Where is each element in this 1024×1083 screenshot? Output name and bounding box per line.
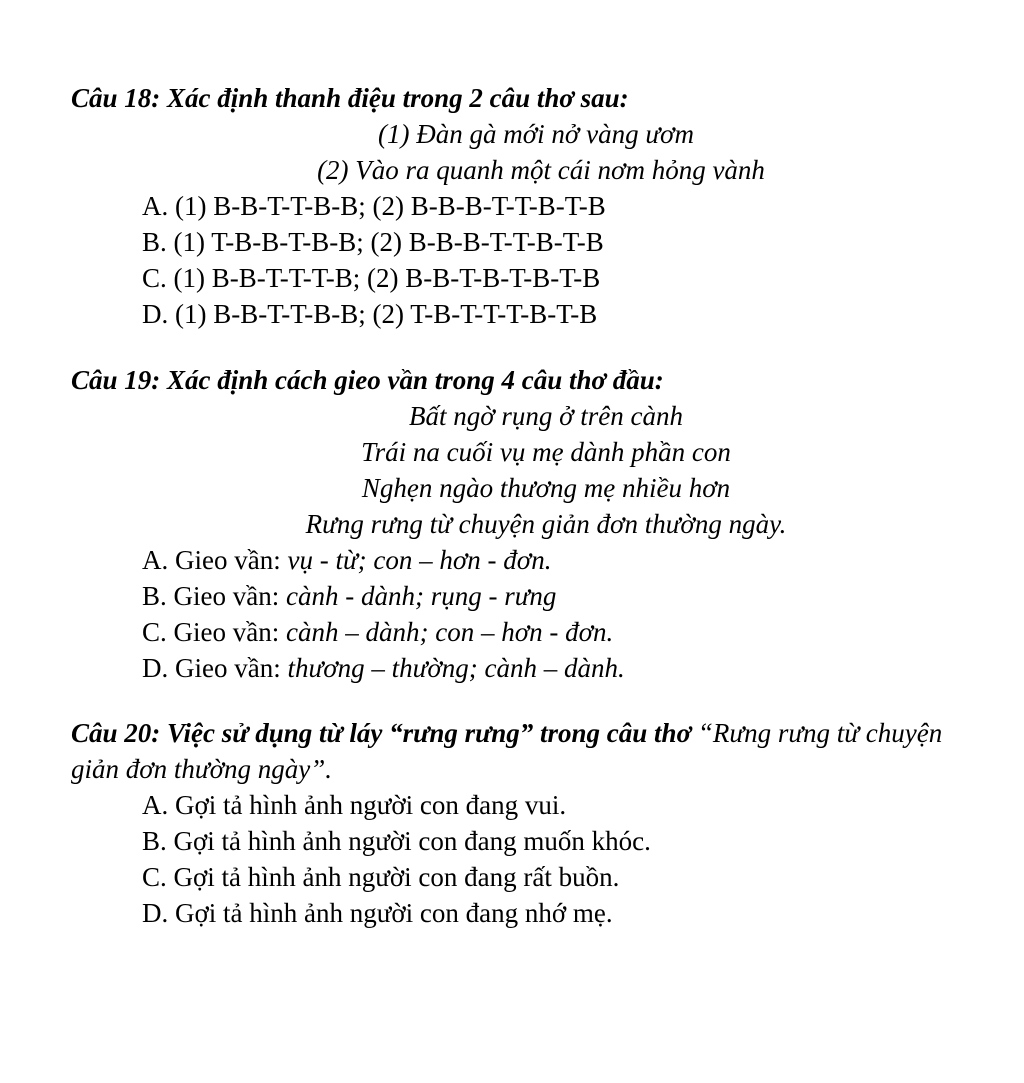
option-d: D. (1) B-B-T-T-B-B; (2) T-B-T-T-T-B-T-B <box>142 299 598 329</box>
poem-line-3: Nghẹn ngào thương mẹ nhiều hơn <box>361 473 731 503</box>
option-d-prefix: D. Gieo vần: <box>142 653 288 683</box>
option-c-prefix: C. Gieo vần: <box>142 617 286 647</box>
poem-line-2: (2) Vào ra quanh một cái nơm hỏng vành <box>317 155 765 185</box>
option-a: A. (1) B-B-T-T-B-B; (2) B-B-B-T-T-B-T-B <box>142 191 606 221</box>
poem-line-4: Rưng rưng từ chuyện giản đơn thường ngày. <box>305 509 787 539</box>
question-20-heading-main: Câu 20: Việc sử dụng từ láy “rưng rưng” trong câu thơ <box>71 718 692 748</box>
option-b <box>142 578 981 614</box>
option-b: B. (1) T-B-B-T-B-B; (2) B-B-B-T-T-B-T-B <box>142 227 604 257</box>
question-19-heading: Câu 19: Xác định cách gieo vần trong 4 câu thơ đầu: <box>71 365 664 395</box>
option-a: A. Gợi tả hình ảnh người con đang vui. <box>142 790 567 820</box>
option-d: D. Gợi tả hình ảnh người con đang nhớ mẹ. <box>142 898 613 928</box>
option-b-prefix: B. Gieo vần: <box>142 581 286 611</box>
option-b: B. Gợi tả hình ảnh người con đang muốn khóc. <box>142 826 651 856</box>
question-20 <box>71 715 981 931</box>
poem-line-2: Trái na cuối vụ mẹ dành phần con <box>361 437 731 467</box>
option-c-value: cành – dành; con – hơn - đơn. <box>285 617 614 647</box>
option-a-value: vụ - từ; con – hơn - đơn. <box>287 545 552 575</box>
question-19 <box>71 362 981 686</box>
poem-line-1: Bất ngờ rụng ở trên cành <box>408 401 684 431</box>
option-c <box>142 614 981 650</box>
poem-line-1: (1) Đàn gà mới nở vàng ươm <box>378 119 694 149</box>
option-d-value: thương – thường; cành – dành. <box>287 653 625 683</box>
option-b-value: cành - dành; rụng - rưng <box>285 581 557 611</box>
question-20-heading-quote: “Rưng rưng từ chuyện giản đơn thường ngày”. <box>71 718 943 784</box>
question-20-heading <box>71 715 981 787</box>
option-a-prefix: A. Gieo vần: <box>142 545 288 575</box>
option-c: C. Gợi tả hình ảnh người con đang rất buồn. <box>142 862 620 892</box>
option-d <box>142 650 981 686</box>
option-c: C. (1) B-B-T-T-T-B; (2) B-B-T-B-T-B-T-B <box>142 263 601 293</box>
question-18-heading: Câu 18: Xác định thanh điệu trong 2 câu thơ sau: <box>71 83 629 113</box>
option-a <box>142 542 981 578</box>
question-18 <box>71 80 981 332</box>
